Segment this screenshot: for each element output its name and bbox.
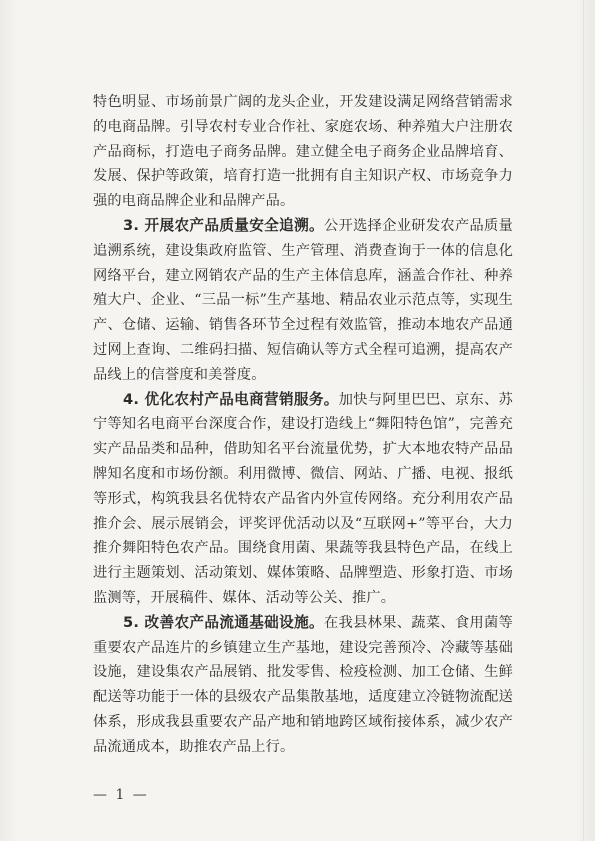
paragraph-4	[93, 611, 513, 760]
paragraph-1	[93, 90, 513, 214]
scan-edge	[583, 0, 584, 841]
paragraph-3-text: 加快与阿里巴巴、京东、苏宁等知名电商平台深度合作，建设打造线上“舞阳特色馆”，完善充实产品品类和品种，借助知名平台流量优势，扩大本地农特产品品牌知名度和市场份额。利用微博、微信、网站、广播、电视、报纸等形式，构筑我县名优特农产品省内外宣传网络。充分利用农产品推介会、展示展销会，评奖评优活动以及“互联网+”等平台，大力推介舞阳特色农产品。围绕食用菌、果蔬等我县特色产品，在线上进行主题策划、活动策划、媒体策略、品牌塑造、形象打造、市场监测等，开展稿件、媒体、活动等公关、推广。	[93, 391, 514, 606]
page-number: — 1 —	[93, 787, 149, 803]
section-heading-4: 4. 优化农村产品电商营销服务。	[123, 390, 339, 408]
paragraph-3	[93, 388, 513, 611]
document-body	[93, 90, 513, 760]
section-heading-3: 3. 开展农产品质量安全追溯。	[123, 216, 325, 234]
paragraph-2	[93, 214, 513, 388]
section-heading-5: 5. 改善农产品流通基础设施。	[123, 613, 325, 631]
paragraph-2-text: 公开选择企业研发农产品质量追溯系统，建设集政府监管、生产管理、消费查询于一体的信息化网络平台，建立网销农产品的生产主体信息库，涵盖合作社、种养殖大户、企业、“三品一标”生产基地、精品农业示范点等，实现生产、仓储、运输、销售各环节全过程有效监管，推动本地农产品通过网上查询、二维码扫描、短信确认等方式全程可追溯，提高农产品线上的信誉度和美誉度。	[93, 217, 513, 383]
paragraph-4-text: 在我县林果、蔬菜、食用菌等重要农产品连片的乡镇建立生产基地，建设完善预冷、冷藏等基础设施，建设集农产品展销、批发零售、检疫检测、加工仓储、生鲜配送等功能于一体的县级农产品集散基地，适度建立冷链物流配送体系，形成我县重要农产品产地和销地跨区域衔接体系，减少农产品流通成本，助推农产品上行。	[93, 614, 513, 755]
paragraph-1-text: 特色明显、市场前景广阔的龙头企业，开发建设满足网络营销需求的电商品牌。引导农村专业合作社、家庭农场、种养殖大户注册农产品商标，打造电子商务品牌。建立健全电子商务企业品牌培育、发展、保护等政策，培育打造一批拥有自主知识产权、市场竞争力强的电商品牌企业和品牌产品。	[93, 94, 513, 210]
